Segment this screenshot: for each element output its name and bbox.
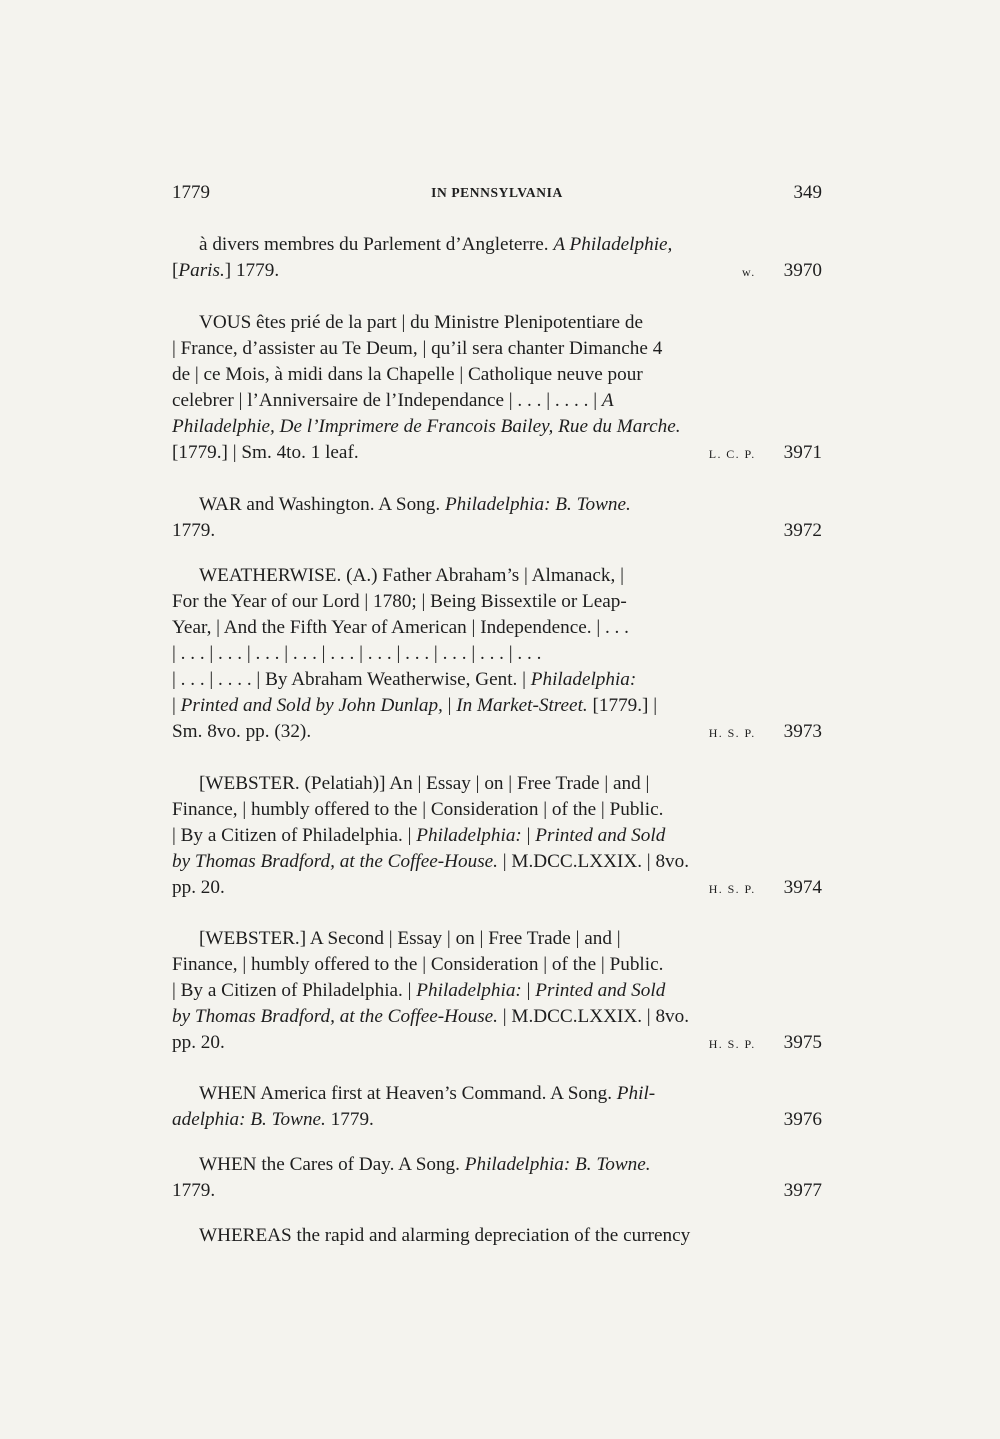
entry-refs — [784, 518, 822, 544]
line-text — [199, 1083, 655, 1104]
line-text — [172, 258, 279, 284]
text-run: pp. 20. — [172, 1032, 225, 1053]
line-text — [199, 928, 621, 949]
entry-line — [172, 1004, 822, 1030]
line-text — [172, 1006, 689, 1027]
text-run: | . . . | . . . . | By Abraham Weatherwise, Gent. | — [172, 669, 531, 690]
text-run: Philadelphia: — [416, 825, 522, 846]
line-text — [172, 719, 311, 745]
page-number: 349 — [793, 182, 822, 203]
entry-line — [172, 336, 822, 362]
text-run: Phil- — [616, 1083, 656, 1104]
entry-line — [172, 978, 822, 1004]
line-text — [172, 591, 627, 612]
entry-line — [172, 1081, 822, 1107]
line-text — [172, 875, 225, 901]
line-text — [172, 338, 662, 359]
text-run: Paris. — [178, 260, 225, 281]
line-text — [172, 617, 629, 638]
entry-line — [172, 1030, 822, 1057]
entry-refs — [709, 875, 822, 902]
line-text — [172, 364, 643, 385]
text-run: | — [521, 980, 536, 1001]
line-text — [172, 440, 359, 466]
line-text — [172, 980, 665, 1001]
entry-number: 3970 — [783, 260, 822, 281]
text-run: | M.DCC.LXXIX. | 8vo. — [497, 851, 690, 872]
entry-line — [172, 518, 822, 544]
line-text — [199, 773, 649, 794]
entry-refs — [784, 1178, 822, 1204]
text-run: WHEN America first at Heaven’s Command. A Song. — [199, 1083, 617, 1104]
header-year: 1779 — [172, 182, 210, 203]
text-run: pp. 20. — [172, 877, 225, 898]
text-run: [WEBSTER. (Pelatiah)] An | Essay | on | Free Trade | and | — [199, 773, 650, 794]
text-run: 1779. — [172, 1180, 216, 1201]
text-run: de | ce Mois, à midi dans la Chapelle | Catholique neuve pour — [172, 364, 643, 385]
line-text — [199, 234, 672, 255]
entry-line — [172, 1178, 822, 1204]
entry-line — [172, 1152, 822, 1178]
text-run: | — [447, 695, 457, 716]
entry-line — [172, 641, 822, 667]
text-run: celebrer | l’Anniversaire de l’Independance | . . . | . . . . | — [172, 390, 602, 411]
text-run: by Thomas Bradford, at the Coffee-House. — [172, 1006, 498, 1027]
line-text — [172, 1030, 225, 1056]
entry-number: 3974 — [783, 877, 822, 898]
entry-number: 3977 — [783, 1180, 822, 1201]
entry-line — [172, 310, 822, 336]
library-abbreviation: H. S. P. — [708, 726, 756, 740]
entry-line — [172, 232, 822, 258]
text-run: [WEBSTER.] A Second | Essay | on | Free Trade | and | — [199, 928, 621, 949]
entry-line — [172, 719, 822, 746]
library-abbreviation: L. C. P. — [708, 447, 756, 461]
text-run: WEATHERWISE. (A.) Father Abraham’s | Almanack, | — [199, 565, 624, 586]
entry-3973 — [172, 563, 822, 746]
text-run: by Thomas Bradford, at the Coffee-House. — [172, 851, 498, 872]
text-run: WHEREAS the rapid and alarming depreciation of the currency — [199, 1225, 691, 1246]
line-text — [199, 1225, 690, 1246]
text-run: Printed and Sold by John Dunlap, — [180, 695, 448, 716]
text-run: A Philadelphie, — [553, 234, 673, 255]
text-run: For the Year of our Lord | 1780; | Being Bissextile or Leap- — [172, 591, 627, 612]
text-run: Printed and Sold — [535, 980, 666, 1001]
line-text — [172, 954, 663, 975]
text-run: Philadelphie, De l’Imprimere de Francois Bailey, Rue du Marche. — [172, 416, 681, 437]
entry-number: 3975 — [783, 1032, 822, 1053]
entry-refs — [709, 440, 822, 467]
line-text — [172, 825, 665, 846]
line-text — [199, 312, 643, 333]
entry-line — [172, 823, 822, 849]
entry-line — [172, 563, 822, 589]
line-text — [172, 851, 689, 872]
text-run: VOUS êtes prié de la part | du Ministre Plenipotentiare de — [199, 312, 643, 333]
text-run: Printed and Sold — [535, 825, 666, 846]
line-text — [199, 1154, 651, 1175]
text-run: Philadelphia: B. Towne. — [464, 1154, 651, 1175]
entry-3975 — [172, 926, 822, 1057]
entry-refs — [784, 1107, 822, 1133]
text-run: | — [521, 825, 536, 846]
entry-line — [172, 1107, 822, 1133]
text-run: Year, | And the Fifth Year of American | Independence. | . . . — [172, 617, 629, 638]
line-text — [199, 565, 624, 586]
entry-line — [172, 926, 822, 952]
text-run: WHEN the Cares of Day. A Song. — [199, 1154, 465, 1175]
entry-refs — [709, 719, 822, 746]
running-header — [172, 182, 822, 212]
line-text — [172, 1178, 215, 1204]
line-text — [172, 643, 541, 664]
entry-line — [172, 797, 822, 823]
entry-refs — [709, 1030, 822, 1057]
text-run: à divers membres du Parlement d’Angleterre. — [199, 234, 554, 255]
entry-line — [172, 414, 822, 440]
library-abbreviation: H. S. P. — [708, 1037, 756, 1051]
entry-line — [172, 492, 822, 518]
entry-number: 3976 — [783, 1109, 822, 1130]
text-run: Finance, | humbly offered to the | Consideration | of the | Public. — [172, 954, 664, 975]
text-run: Philadelphia: — [416, 980, 522, 1001]
line-text — [172, 390, 614, 411]
entry-3974 — [172, 771, 822, 902]
text-run: [ — [172, 260, 179, 281]
text-run: Sm. 8vo. pp. (32). — [172, 721, 312, 742]
entry-line — [172, 388, 822, 414]
text-run: [1779.] | — [587, 695, 658, 716]
text-run: Philadelphia: — [530, 669, 637, 690]
line-text — [172, 1107, 374, 1133]
text-run: | By a Citizen of Philadelphia. | — [172, 980, 417, 1001]
entry-line — [172, 849, 822, 875]
entry-line — [172, 615, 822, 641]
entry-line — [172, 667, 822, 693]
line-text — [172, 518, 215, 544]
entry-line — [172, 258, 822, 285]
text-run: [1779.] | Sm. 4to. 1 leaf. — [172, 442, 359, 463]
entry-3972 — [172, 492, 822, 544]
entry-3977 — [172, 1152, 822, 1204]
text-run: Philadelphia: B. Towne. — [444, 494, 631, 515]
entry-line — [172, 952, 822, 978]
line-text — [172, 416, 681, 437]
entry-number: 3971 — [783, 442, 822, 463]
text-run: | . . . | . . . | . . . | . . . | . . . | . . . | . . . | . . . | . . . | . . . — [172, 643, 542, 664]
text-run: In Market-Street. — [456, 695, 588, 716]
text-run: | France, d’assister au Te Deum, | qu’il sera chanter Dimanche 4 — [172, 338, 663, 359]
text-run: ] 1779. — [224, 260, 280, 281]
entry-3976 — [172, 1081, 822, 1133]
text-run: 1779. — [172, 520, 216, 541]
entry-refs — [742, 258, 822, 285]
text-run: Finance, | humbly offered to the | Consideration | of the | Public. — [172, 799, 664, 820]
text-run: A — [601, 390, 614, 411]
text-run: WAR and Washington. A Song. — [199, 494, 445, 515]
entry-line — [172, 1223, 822, 1249]
entry-number: 3972 — [783, 520, 822, 541]
line-text — [172, 799, 663, 820]
line-text — [199, 494, 631, 515]
entry-line — [172, 771, 822, 797]
text-run: | — [172, 695, 181, 716]
entry-line — [172, 362, 822, 388]
entry-line — [172, 440, 822, 467]
text-run: | M.DCC.LXXIX. | 8vo. — [497, 1006, 690, 1027]
line-text — [172, 669, 636, 690]
entry-line — [172, 875, 822, 902]
entry-line — [172, 589, 822, 615]
entry-line — [172, 693, 822, 719]
text-run: adelphia: B. Towne. — [172, 1109, 326, 1130]
line-text — [172, 695, 657, 716]
entry-number: 3973 — [783, 721, 822, 742]
header-title: IN PENNSYLVANIA — [431, 185, 563, 200]
text-run: | By a Citizen of Philadelphia. | — [172, 825, 417, 846]
library-abbreviation: H. S. P. — [708, 882, 756, 896]
entry-3970 — [172, 232, 822, 285]
text-run: 1779. — [325, 1109, 374, 1130]
library-abbreviation: w. — [741, 265, 756, 279]
entry-whereas — [172, 1223, 822, 1249]
entry-3971 — [172, 310, 822, 467]
